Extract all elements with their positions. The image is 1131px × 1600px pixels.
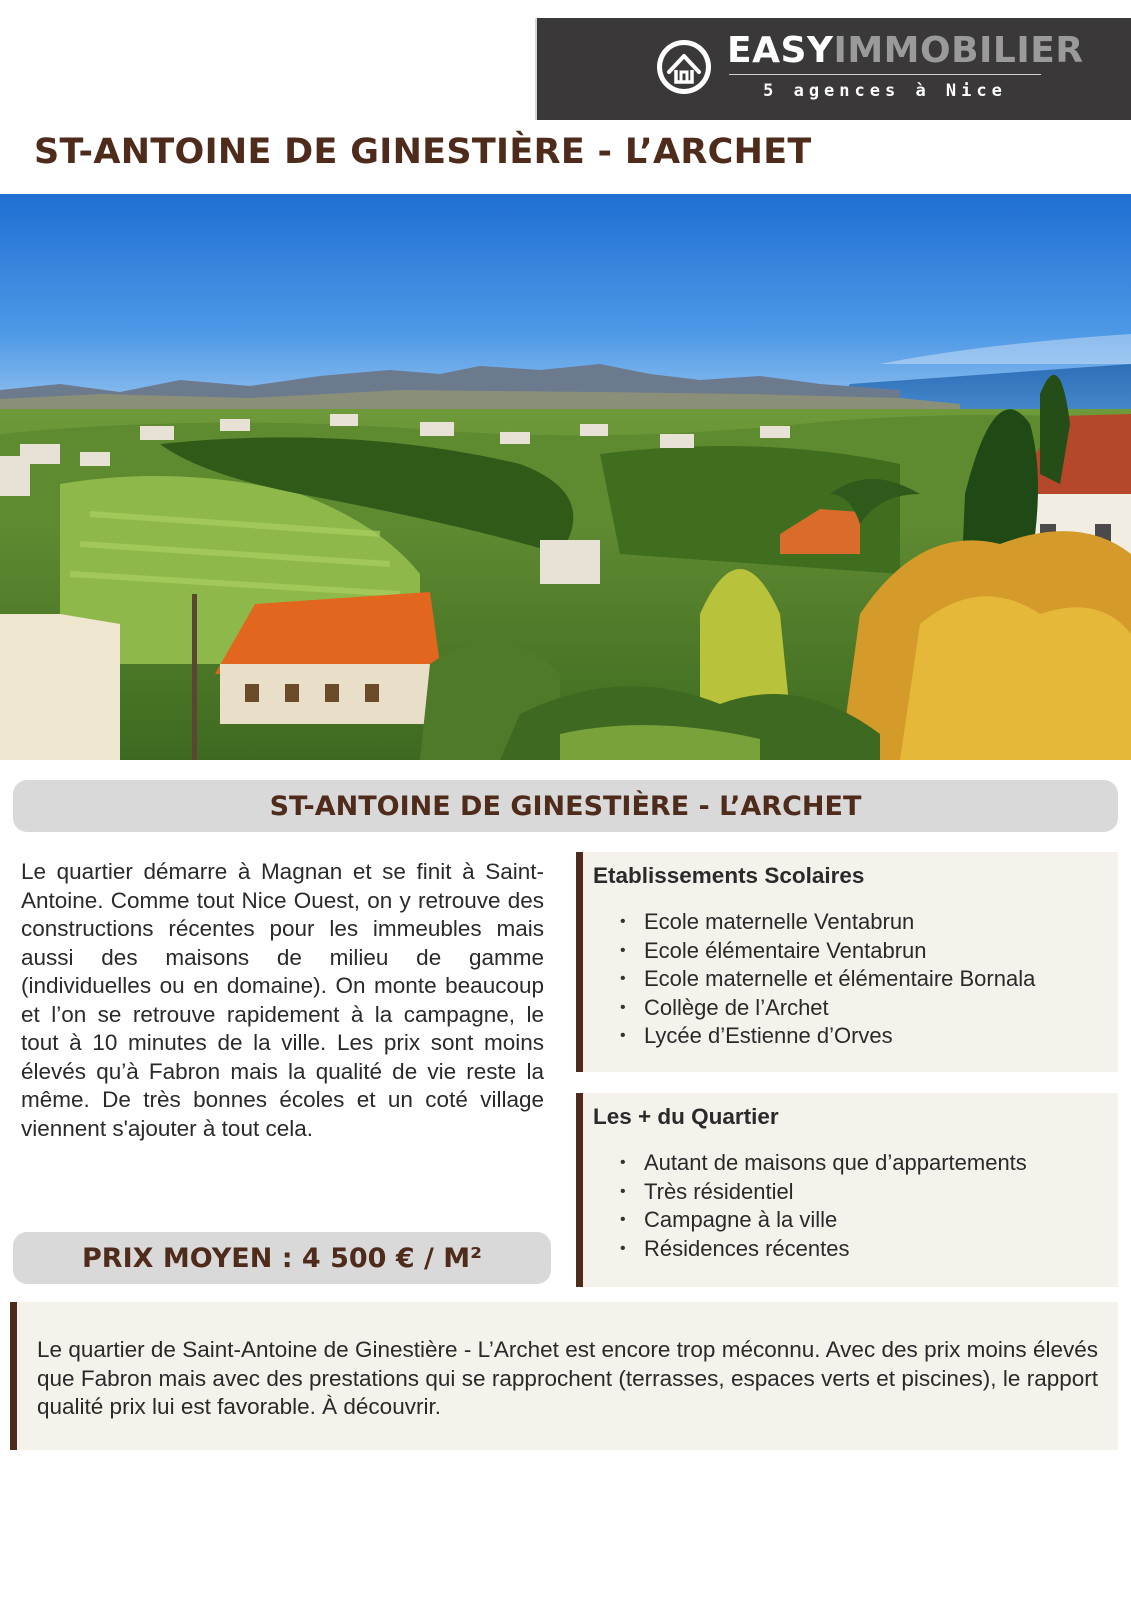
highlights-panel — [576, 1093, 1118, 1287]
schools-panel — [576, 852, 1118, 1072]
schools-title: Etablissements Scolaires — [593, 863, 865, 888]
list-item: • Campagne à la ville — [620, 1206, 1118, 1235]
average-price: PRIX MOYEN : 4 500 € / M² — [13, 1232, 551, 1284]
page-title: ST-ANTOINE DE GINESTIÈRE - L’ARCHET — [34, 132, 812, 172]
conclusion-text: Le quartier de Saint-Antoine de Ginestière - L’Archet est encore trop méconnu. Avec des prix moins élevés que Fabron mais avec des prestations qui se rapprochent (terrasses, espaces verts et piscines), le rapport qualité prix lui est favorable. À découvrir. — [37, 1337, 1098, 1419]
list-item: • Résidences récentes — [620, 1235, 1118, 1264]
section-heading: ST-ANTOINE DE GINESTIÈRE - L’ARCHET — [13, 780, 1118, 832]
conclusion-panel — [10, 1302, 1118, 1450]
highlights-list — [593, 1149, 1118, 1263]
house-roof-icon — [655, 38, 713, 96]
list-item: • Collège de l’Archet — [620, 994, 1118, 1023]
brand-header — [535, 18, 1131, 120]
highlights-title: Les + du Quartier — [593, 1104, 779, 1129]
brand-divider — [729, 74, 1041, 75]
brand-name-immobilier: IMMOBILIER — [833, 30, 1084, 71]
list-item: • Ecole maternelle Ventabrun — [620, 908, 1118, 937]
list-item: • Lycée d’Estienne d’Orves — [620, 1022, 1118, 1051]
list-item: • Très résidentiel — [620, 1178, 1118, 1207]
schools-list — [593, 908, 1118, 1051]
brand-name — [727, 30, 1084, 72]
brand-name-easy: EASY — [727, 30, 834, 71]
neighborhood-description: Le quartier démarre à Magnan et se finit à Saint-Antoine. Comme tout Nice Ouest, on y retrouve des constructions récentes pour les immeubles mais aussi des maisons de milieu de gamme (individuelles ou en domaine). On monte beaucoup et l’on se retrouve rapidement à la campagne, le tout à 10 minutes de la ville. Les prix sont moins élevés qu’à Fabron mais la qualité de vie reste la même. De très bonnes écoles et un coté village viennent s'ajouter à tout cela. — [21, 859, 544, 1141]
list-item: • Ecole élémentaire Ventabrun — [620, 937, 1118, 966]
brand-tagline: 5 agences à Nice — [763, 81, 1007, 101]
hero-landscape-image — [0, 194, 1131, 760]
list-item: • Ecole maternelle et élémentaire Bornala — [620, 965, 1118, 994]
list-item: • Autant de maisons que d’appartements — [620, 1149, 1118, 1178]
